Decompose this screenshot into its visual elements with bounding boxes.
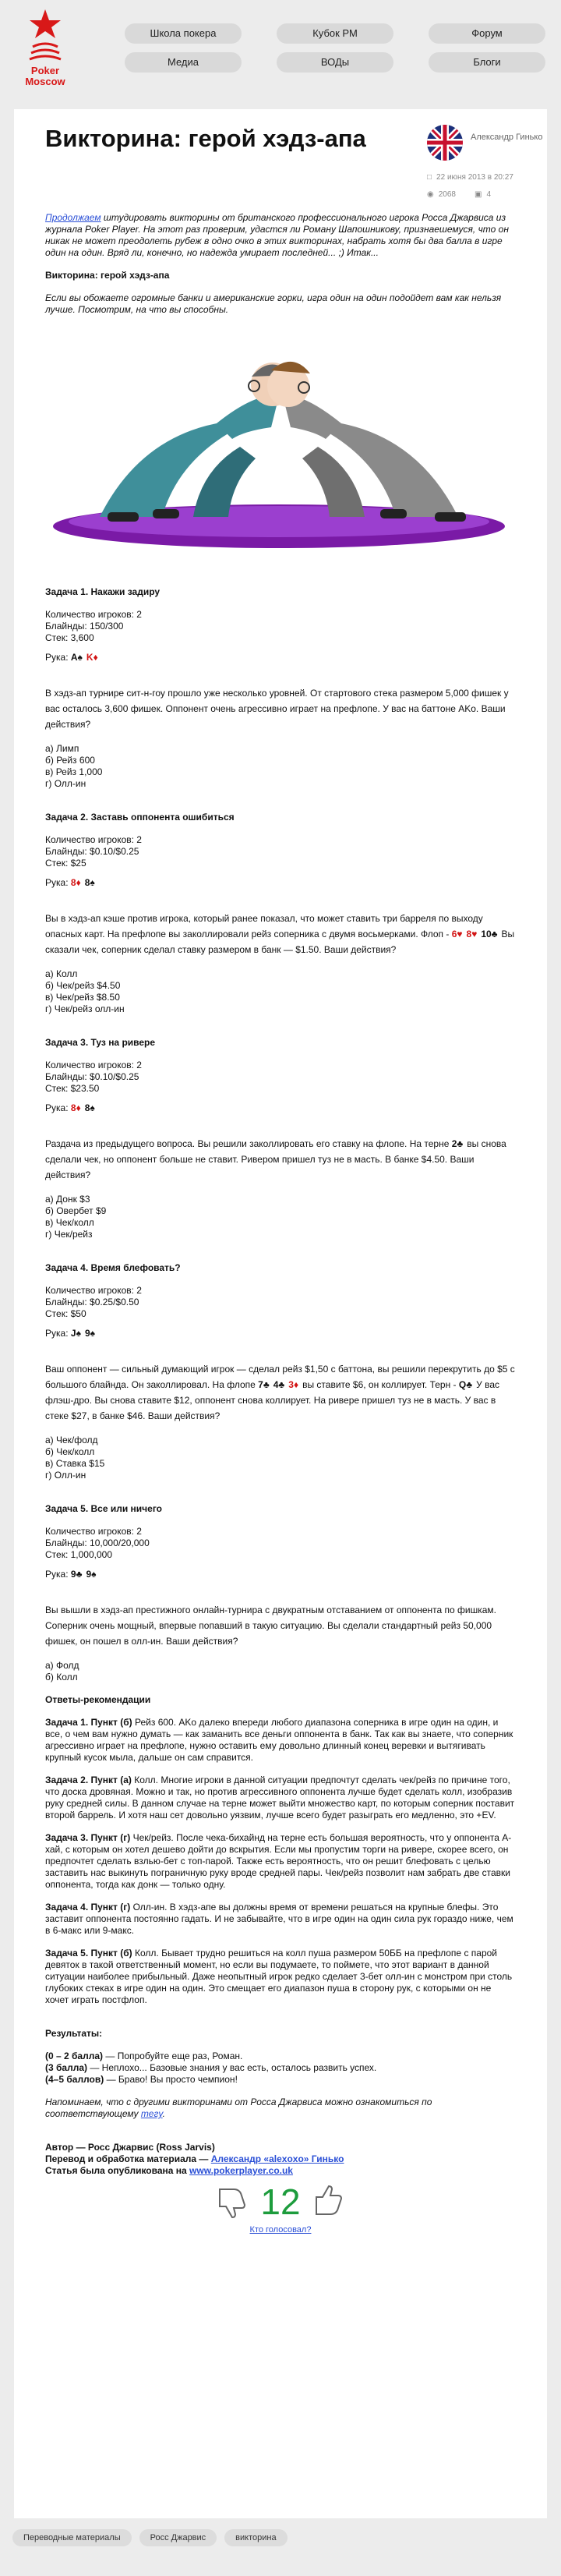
- task-text-part: Раздача из предыдущего вопроса. Вы решили заколлировать его ставку на флопе. На терне: [45, 1138, 450, 1149]
- card-rank: 10: [481, 929, 492, 939]
- playing-card: [288, 1379, 298, 1390]
- vote-count: 12: [260, 2181, 301, 2222]
- task-hand: [45, 1569, 516, 1580]
- task-option: г) Чек/рейз олл-ин: [45, 1003, 125, 1014]
- nav-poker-school[interactable]: Школа покера: [125, 23, 242, 44]
- task-hand: [45, 1328, 516, 1339]
- card-suit-icon: ♠: [76, 1328, 81, 1339]
- comment-icon: ▣: [474, 190, 482, 199]
- card-rank: 9: [84, 1328, 90, 1339]
- playing-card: [85, 1328, 95, 1339]
- card-rank: 7: [258, 1379, 263, 1390]
- nav-vody[interactable]: ВОДы: [277, 52, 393, 73]
- results-list: [45, 2051, 516, 2086]
- result-range: (3 балла): [45, 2062, 88, 2073]
- tags-row: [12, 2529, 288, 2546]
- site-logo[interactable]: [12, 6, 78, 90]
- hand-label: Рука:: [45, 1569, 69, 1580]
- task-text-part: Вы в хэдз-ап кэше против игрока, который ранее показал, что может ставить три барреля по выходу опасных карт. На префлопе вы заколлировали рейз соперника с двумя восьмерками. Флоп -: [45, 913, 483, 939]
- post-date: [427, 173, 513, 182]
- author-name[interactable]: Александр Гинько: [471, 133, 543, 142]
- task-param: Количество игроков: 2: [45, 609, 142, 620]
- answer-text: Рейз 600. AKo далеко впереди любого диапазона соперника в игре один на один, и все, о чем вам нужно думать — как заманить все деньги оппонента в банк. Так как вы знаете, что соперник агрессивно играет на префлопе, нужно оставить ему довольно длинный конец веревки и вытягивать крупный кусок мыла, дальше он сам справится.: [45, 1717, 513, 1763]
- task-param: Блайнды: 10,000/20,000: [45, 1537, 150, 1548]
- task-option: в) Чек/колл: [45, 1217, 94, 1228]
- task-title: Задача 4. Время блефовать?: [45, 1262, 181, 1273]
- task-text: [45, 685, 516, 732]
- task-hand: [45, 1102, 516, 1114]
- hand-label: Рука:: [45, 877, 69, 888]
- task-title: Задача 5. Все или ничего: [45, 1503, 162, 1514]
- result-text: — Попробуйте еще раз, Роман.: [103, 2051, 243, 2061]
- card-rank: 4: [273, 1379, 279, 1390]
- task-option: а) Лимп: [45, 743, 79, 754]
- tag-ross-jarvis[interactable]: Росс Джарвис: [139, 2529, 217, 2546]
- quiz-lead: Если вы обожаете огромные банки и американские горки, игра один на один подойдет вам как нельзя лучше. Посмотрим, на что вы способны.: [45, 292, 502, 315]
- task-param: Стек: 3,600: [45, 632, 94, 643]
- card-suit-icon: ♠: [90, 877, 95, 888]
- playing-card: [71, 652, 83, 663]
- article-card: Викторина: герой хэдз-апа Александр Гинько □ 22 июня 2013 в 20:27 ◉ 2068 ▣ 4 Продолжаем штудировать викторины от британского профессионального игрока Росса Джарвиса из журнала Poker Player. На этот раз проверим, удастся ли Роману Шапошникову, признаешемуся, что он никак не может преодолеть рубеж в одно очко в этих викторинах, набрать хотя бы два балла в игре один на один. Вряд ли, конечно, но надежда умирает последней... ;) Итак... Викторина: герой хэдз-апа Если вы обожаете огромные банки и американские горки, игра один на один подойдет вам как нельзя лучше. Посмотрим, на что вы способны. Задача 1. Накажи задиру Количество игроков: 2 Блайнды: 150/300 Стек: 3,600 Рука: A♠ K♦ В хэдз-ап турнире сит-н-гоу прошло уже несколько уровней. От стартового стека размером 5,000 фишек у вас осталось 3,600 фишек. Оппонент очень агрессивно играет на префлопе. У вас на баттоне AKo. Ваши действия? а) Лимп б) Рейз 600 в) Рейз 1,000 г) Олл-ин Задача 2. Заставь оппонента ошибиться Количество игроков: 2 Блайнды: $0.10/$0.25 Стек: $25 Рука: 8♦ 8♠ Вы в хэдз-ап кэше против игрока, который ранее показал, что может ставить три барреля по выходу опасных карт. На префлопе вы заколлировали рейз соперника с двумя восьмерками. Флоп - 6♥ 8♥ 10♣ Вы сказали чек, соперник сделал ставку размером в банк — $1.50. Ваши действия? а) Колл б) Чек/рейз $4.50 в) Чек/рейз $8.50 г) Чек/рейз олл-ин Задача 3. Туз на ривере Количество игроков: 2 Блайнды: $0.10/$0.25 Стек: $23.50 Рука: 8♦ 8♠ Раздача из предыдущего вопроса. Вы решили заколлировать его ставку на флопе. На терне 2♣ вы снова сделали чек, но оппонент больше не ставит. Ривером пришел туз не в масть. В банке $4.50. Ваши действия? а) Донк $3 б) Овербет $9 в) Чек/колл г) Чек/рейз Задача 4. Время блефовать? Количество игроков: 2 Блайнды: $0.25/$0.50 Стек: $50 Рука: J♠ 9♠ Ваш оппонент — сильный думающий игрок — сделал рейз $1,50 с баттона, вы решили перекрутить до $5 с большого блайнда. Он заколлировал. На флопе 7♣ 4♣ 3♦ вы ставите $6, он коллирует. Терн - Q♣ У вас флэш-дро. Вы снова ставите $12, оппонент снова коллирует. На ривере пришел туз не в масть. У вас в стеке $27, в банке $46. Ваши действия? а) Чек/фолд б) Чек/колл в) Ставка $15 г) Олл-ин Задача 5. Все или ничего Количество игроков: 2 Блайнды: 10,000/20,000 Стек: 1,000,000 Рука: 9♣ 9♠ Вы вышли в хэдз-ап престижного онлайн-турнира с двукратным отставанием от оппонента по фишкам. Соперник очень мощный, впервые попавший в такую ситуацию. Вы сделали стандартный рейз 50,000 фишек, он пошел в олл-ин. Ваши действия? а) Фолд б) Колл Ответы-рекомендации Задача 1. Пункт (б) Рейз 600. AKo далеко впереди любого диапазона соперника в игре один на один, и все, о чем вам нужно думать — как заманить все деньги оппонента в банк. Так как вы знаете, что соперник агрессивно играет на префлопе, нужно оставить ему довольно длинный конец веревки и вытягивать крупный кусок мыла, дальше он сам справится. Задача 2. Пункт (а) Колл. Многие игроки в данной ситуации предпочтут сделать чек/рейз по причине того, что доска дровяная. Можно и так, но против агрессивного оппонента лучше будет сделать колл, изобразив руку средней силы. В данном случае на терне может выйти множество карт, по которым соперник поставит второй баррель. И хотя наш сет довольно уязвим, лучше всего будет разыграть его медленно, это +EV. Задача 3. Пункт (г) Чек/рейз. После чека-бихайнд на терне есть большая вероятность, что у оппонента A-хай, с которым он хотел дешево дойти до вскрытия. Если мы пропустим торги на ривере, скорее всего, он предпочтет сделать взлью-бет с топ-парой. Также есть вероятность, что он решит блефовать с целью заставить нас выкинуть пограничную руку вроде средней пары. Чек/рейз позволит нам забрать две ставки оппонента, тогда как донк — только одну. Задача 4. Пункт (г) Олл-ин. В хэдз-апе вы должны время от времени решаться на крупные блефы. Это заставит оппонента постоянно гадать. И не забывайте, что в игре один на один сила рук гораздо ниже, чем в 6-макс или 9-макс. Задача 5. Пункт (б) Колл. Бывает трудно решиться на колл пуша размером 50ББ на префлопе с парой девяток в такой ответственный момент, но если вы подумаете, то поймете, что этот вариант в данной ситуации наиболее прибыльный. Даже неопытный игрок редко сделает 3-бет олл-ин с монстром при столь глубоких стеках в игре один на один. Это смещает его диапазон пуша в сторону рук, с которыми он не хочет играть постфлоп. Результаты: (0 – 2 балла) — Попробуйте еще раз, Роман. (3 балла) — Неплохо... Базовые знания у вас есть, осталось развить успех. (4–5 баллов) — Браво! Вы просто чемпион! Напоминаем, что с другими викторинами от Росса Джарвиса можно ознакомиться по соответствующему тегу. Автор — Росс Джарвис (Ross Jarvis) Перевод и обработка материала — Александр «alexoxo» Гинько Статья была опубликована на www.pokerplayer.co.uk 12 Кто голосовал?: [14, 109, 547, 2518]
- logo-line1: Poker: [30, 65, 60, 76]
- task-text: [45, 911, 516, 957]
- playing-card: [86, 1569, 96, 1580]
- playing-card: [273, 1379, 285, 1390]
- playing-card: [481, 929, 497, 939]
- card-suit-icon: ♣: [278, 1379, 285, 1390]
- card-suit-icon: ♥: [457, 929, 463, 939]
- card-suit-icon: ♣: [466, 1379, 473, 1390]
- result-item: [45, 2051, 516, 2062]
- playing-card: [467, 929, 478, 939]
- answers-title: Ответы-рекомендации: [45, 1694, 151, 1705]
- playing-card: [71, 877, 81, 888]
- card-rank: 9: [86, 1569, 92, 1580]
- card-suit-icon: ♠: [90, 1328, 95, 1339]
- task-param: Количество игроков: 2: [45, 1526, 142, 1537]
- task-title: Задача 3. Туз на ривере: [45, 1037, 156, 1048]
- answer-label: Задача 4. Пункт (г): [45, 1902, 131, 1913]
- playing-card: [71, 1569, 83, 1580]
- post-stats: [427, 190, 491, 199]
- card-suit-icon: ♦: [76, 1102, 81, 1113]
- card-suit-icon: ♠: [90, 1102, 95, 1113]
- playing-card: [452, 929, 463, 939]
- task-option: в) Ставка $15: [45, 1458, 105, 1469]
- source-link[interactable]: www.pokerplayer.co.uk: [189, 2165, 293, 2176]
- task-hand: [45, 877, 516, 889]
- card-rank: 6: [451, 929, 457, 939]
- card-suit-icon: ♥: [471, 929, 478, 939]
- result-item: [45, 2074, 516, 2086]
- playing-card: [71, 1328, 81, 1339]
- card-rank: 9: [70, 1569, 76, 1580]
- task-text-part: вы снова сделали чек, но оппонент больше не ставит. Ривером пришел туз не в масть. В банке $4.50. Ваши действия?: [45, 1138, 506, 1180]
- answers-list: [45, 1717, 516, 2017]
- card-rank: A: [70, 652, 78, 663]
- card-suit-icon: ♠: [91, 1569, 97, 1580]
- card-suit-icon: ♣: [76, 1569, 83, 1580]
- answer-item: [45, 1775, 516, 1821]
- card-suit-icon: ♦: [293, 1379, 299, 1390]
- task-text-part: вы ставите $6, он коллирует.: [302, 1379, 428, 1390]
- tag-link[interactable]: тегу: [140, 2108, 163, 2119]
- playing-card: [71, 1102, 81, 1113]
- intro-link[interactable]: Продолжаем: [45, 212, 101, 223]
- task-param: Количество игроков: 2: [45, 1060, 142, 1070]
- answer-label: Задача 2. Пункт (а): [45, 1775, 132, 1785]
- answer-label: Задача 3. Пункт (г): [45, 1832, 131, 1843]
- playing-card: [452, 1138, 464, 1149]
- tag-quiz[interactable]: викторина: [224, 2529, 287, 2546]
- hand-label: Рука:: [45, 1328, 69, 1339]
- card-rank: J: [70, 1328, 76, 1339]
- nav-forum[interactable]: Форум: [429, 23, 545, 44]
- task-option: б) Чек/рейз $4.50: [45, 980, 121, 991]
- task-text: [45, 1361, 516, 1424]
- calendar-icon: □: [427, 173, 432, 182]
- card-rank: K: [86, 652, 94, 663]
- article-title: Викторина: герой хэдз-апа: [45, 125, 366, 152]
- task-option: б) Колл: [45, 1672, 78, 1683]
- outro-text: Напоминаем, что с другими викторинами от Росса Джарвиса можно ознакомиться по соответствующему: [45, 2097, 432, 2119]
- result-range: (0 – 2 балла): [45, 2051, 104, 2061]
- task-text-part: В хэдз-ап турнире сит-н-гоу прошло уже несколько уровней. От стартового стека размером 5,000 фишек у вас осталось 3,600 фишек. Оппонент очень агрессивно играет на префлопе. У вас на баттоне AKo. Ваши действия?: [45, 688, 509, 730]
- nav-blogs[interactable]: Блоги: [429, 52, 545, 73]
- card-rank: 8: [466, 929, 472, 939]
- card-suit-icon: ♠: [77, 652, 83, 663]
- hand-label: Рука:: [45, 652, 69, 663]
- task-text: [45, 1136, 516, 1183]
- hand-label: Рука:: [45, 1102, 69, 1113]
- answer-item: [45, 1902, 516, 1937]
- task-param: Стек: $25: [45, 858, 86, 869]
- playing-card: [85, 1102, 95, 1113]
- cartoon-illustration-icon: [45, 322, 513, 556]
- task-option: а) Фолд: [45, 1660, 79, 1671]
- card-suit-icon: ♣: [491, 929, 498, 939]
- intro-text: штудировать викторины от британского профессионального игрока Росса Джарвиса из журнала Poker Player. На этот раз проверим, удастся ли Роману Шапошникову, признаешемуся, что он никак не может преодолеть рубеж в одно очко в этих викторинах, набрать хотя бы два балла в игре один на один. Вряд ли, конечно, но надежда умирает последней... ;) Итак...: [45, 212, 509, 258]
- who-voted-link[interactable]: Кто голосовал?: [249, 2225, 312, 2235]
- playing-card: [459, 1379, 472, 1390]
- task-param: Стек: $50: [45, 1308, 86, 1319]
- result-text: — Неплохо... Базовые знания у вас есть, осталось развить успех.: [87, 2062, 377, 2073]
- card-rank: 8: [84, 1102, 90, 1113]
- task-option: а) Колл: [45, 968, 78, 979]
- task-option: г) Олл-ин: [45, 1470, 86, 1481]
- task-text-part: Вы сказали чек, соперник сделал ставку размером в банк — $1.50. Ваши действия?: [45, 929, 515, 955]
- credit-source: Статья была опубликована на: [45, 2165, 190, 2176]
- comments-count[interactable]: 4: [486, 190, 491, 199]
- thumb-down-icon[interactable]: [215, 2185, 249, 2219]
- task-text-part: Терн -: [429, 1379, 457, 1390]
- task-text: [45, 1602, 516, 1649]
- task-option: б) Овербет $9: [45, 1205, 107, 1216]
- views-count: 2068: [438, 190, 456, 199]
- credit-author: Автор — Росс Джарвис (Ross Jarvis): [45, 2142, 215, 2153]
- card-rank: 8: [84, 877, 90, 888]
- tasks-list: [45, 564, 516, 1683]
- nav-media[interactable]: Медиа: [125, 52, 242, 73]
- answer-label: Задача 5. Пункт (б): [45, 1948, 132, 1959]
- card-rank: 2: [451, 1138, 457, 1149]
- task-param: Количество игроков: 2: [45, 1285, 142, 1296]
- tag-translated[interactable]: Переводные материалы: [12, 2529, 132, 2546]
- card-rank: 8: [70, 877, 76, 888]
- answer-text: Чек/рейз. После чека-бихайнд на терне есть большая вероятность, что у оппонента A-хай, с которым он хотел дешево дойти до вскрытия. Если мы пропустим торги на ривере, скорее всего, он предпочтет сделать взлью-бет с топ-парой. Также есть вероятность, что он решит блефовать с целью заставить нас выкинуть пограничную руку вроде средней пары. Чек/рейз позволит нам забрать две ставки оппонента, тогда как донк — только одну.: [45, 1832, 512, 1890]
- card-suit-icon: ♣: [457, 1138, 464, 1149]
- credit-translate: Перевод и обработка материала —: [45, 2153, 211, 2164]
- vote-widget: [45, 2181, 516, 2222]
- card-suit-icon: ♦: [93, 652, 98, 663]
- task-param: Стек: $23.50: [45, 1083, 100, 1094]
- translator-link[interactable]: Александр «alexoxo» Гинько: [210, 2153, 344, 2164]
- task-param: Количество игроков: 2: [45, 834, 142, 845]
- answer-item: [45, 1832, 516, 1891]
- avatar[interactable]: [427, 125, 463, 161]
- task-param: Блайнды: $0.10/$0.25: [45, 846, 139, 857]
- card-rank: Q: [458, 1379, 467, 1390]
- task-title: Задача 1. Накажи задиру: [45, 586, 161, 597]
- task-text-part: Вы вышли в хэдз-ап престижного онлайн-турнира с двукратным отставанием от оппонента по фишкам. Соперник очень мощный, впервые попавший в такую ситуацию. Вы сделали стандартный рейз 50,000 фишек, он пошел в олл-ин. Ваши действия?: [45, 1605, 496, 1647]
- results-title: Результаты:: [45, 2028, 103, 2039]
- card-suit-icon: ♦: [76, 877, 81, 888]
- thumb-up-icon[interactable]: [312, 2185, 346, 2219]
- playing-card: [86, 652, 98, 663]
- task-text-part: Ваш оппонент — сильный думающий игрок — сделал рейз $1,50 с баттона, вы решили перекрутить до $5 с большого блайнда. Он заколлировал. На флопе: [45, 1364, 515, 1390]
- answer-item: [45, 1948, 516, 2006]
- task-option: а) Донк $3: [45, 1194, 90, 1205]
- task-option: г) Чек/рейз: [45, 1229, 93, 1240]
- card-rank: 3: [288, 1379, 294, 1390]
- task-option: в) Чек/рейз $8.50: [45, 992, 120, 1003]
- playing-card: [85, 877, 95, 888]
- answer-item: [45, 1717, 516, 1764]
- flag-avatar-icon: [427, 125, 463, 161]
- answer-text: Колл. Многие игроки в данной ситуации предпочтут сделать чек/рейз по причине того, что доска дровяная. Можно и так, но против агрессивного оппонента лучше будет сделать колл, изобразив руку средней силы. В данном случае на терне может выйти множество карт, по которым соперник поставит второй баррель. И хотя наш сет довольно уязвим, лучше всего будет разыграть его медленно, это +EV.: [45, 1775, 515, 1821]
- card-suit-icon: ♣: [263, 1379, 270, 1390]
- result-item: [45, 2062, 516, 2074]
- task-param: Стек: 1,000,000: [45, 1549, 113, 1560]
- playing-card: [258, 1379, 270, 1390]
- task-hand: [45, 652, 516, 663]
- task-param: Блайнды: $0.25/$0.50: [45, 1297, 139, 1307]
- main-nav: [125, 23, 545, 81]
- answer-text: Олл-ин. В хэдз-апе вы должны время от времени решаться на крупные блефы. Это заставит оппонента постоянно гадать. И не забывайте, что в игре один на один сила рук гораздо ниже, чем в 6-макс или 9-макс.: [45, 1902, 513, 1936]
- task-param: Блайнды: $0.10/$0.25: [45, 1071, 139, 1082]
- nav-cup-pm[interactable]: Кубок РМ: [277, 23, 393, 44]
- task-option: г) Олл-ин: [45, 778, 86, 789]
- task-text-part: У вас флэш-дро. Вы снова ставите $12, оппонент снова коллирует. На ривере пришел туз не в масть. У вас в стеке $27, в банке $46. Ваши действия?: [45, 1379, 499, 1421]
- date-text: 22 июня 2013 в 20:27: [436, 173, 513, 182]
- task-option: в) Рейз 1,000: [45, 766, 103, 777]
- answer-label: Задача 1. Пункт (б): [45, 1717, 132, 1728]
- quiz-subtitle: Викторина: герой хэдз-апа: [45, 270, 170, 281]
- card-rank: 8: [70, 1102, 76, 1113]
- result-range: (4–5 баллов): [45, 2074, 104, 2085]
- eye-icon: ◉: [427, 190, 434, 199]
- task-option: б) Рейз 600: [45, 755, 95, 766]
- result-text: — Браво! Вы просто чемпион!: [104, 2074, 238, 2085]
- task-param: Блайнды: 150/300: [45, 621, 124, 632]
- answer-text: Колл. Бывает трудно решиться на колл пуша размером 50ББ на префлопе с парой девяток в такой ответственный момент, но если вы подумаете, то поймете, что этот вариант в данной ситуации наиболее прибыльный. Даже неопытный игрок редко сделает 3-бет олл-ин с монстром при столь глубоких стеках в игре один на один. Это смещает его диапазон пуша в сторону рук, с которыми он не хочет играть постфлоп.: [45, 1948, 513, 2005]
- task-option: б) Чек/колл: [45, 1446, 95, 1457]
- task-option: а) Чек/фолд: [45, 1435, 98, 1445]
- logo-line2: Moscow: [25, 76, 65, 87]
- task-title: Задача 2. Заставь оппонента ошибиться: [45, 812, 235, 823]
